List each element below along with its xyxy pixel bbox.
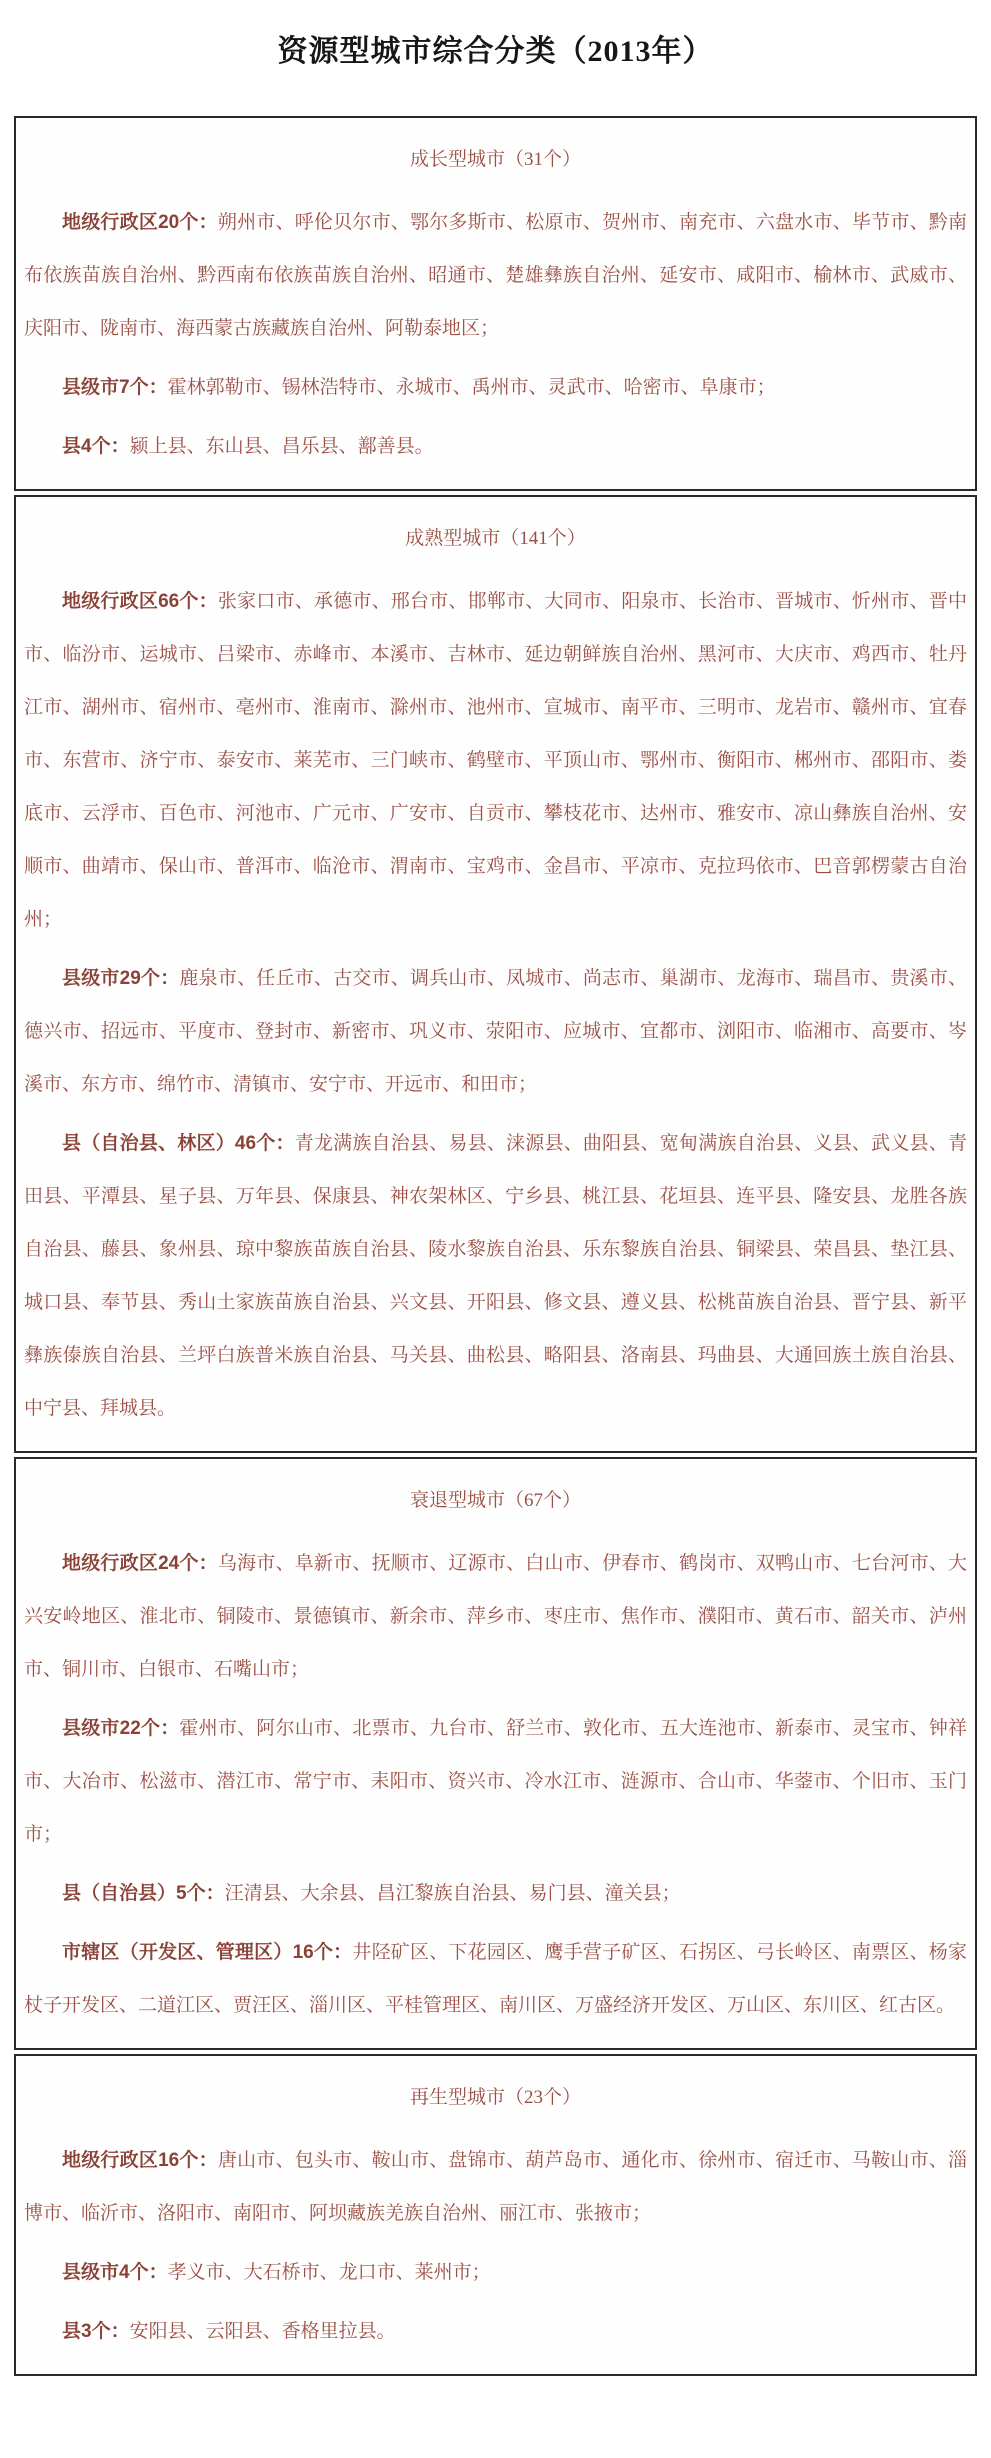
entry-label: 县4个：: [62, 436, 130, 457]
entry-municipal-district: [24, 1926, 967, 2032]
entry-county-level-city: [24, 2246, 967, 2299]
entry-county: [24, 2305, 967, 2358]
entry-text: 乌海市、阜新市、抚顺市、辽源市、白山市、伊春市、鹤岗市、双鸭山市、七台河市、大兴安岭地区、淮北市、铜陵市、景德镇市、新余市、萍乡市、枣庄市、焦作市、濮阳市、黄石市、韶关市、泸州市、铜川市、白银市、石嘴山市；: [24, 1553, 967, 1680]
entry-county-level-city: [24, 952, 967, 1111]
entry-text: 鹿泉市、任丘市、古交市、调兵山市、凤城市、尚志市、巢湖市、龙海市、瑞昌市、贵溪市、德兴市、招远市、平度市、登封市、新密市、巩义市、荥阳市、应城市、宜都市、浏阳市、临湘市、高要市、岑溪市、东方市、绵竹市、清镇市、安宁市、开远市、和田市；: [24, 968, 967, 1095]
entry-label: 县级市7个：: [62, 377, 168, 398]
entry-text: 张家口市、承德市、邢台市、邯郸市、大同市、阳泉市、长治市、晋城市、忻州市、晋中市、临汾市、运城市、吕梁市、赤峰市、本溪市、吉林市、延边朝鲜族自治州、黑河市、大庆市、鸡西市、牡丹江市、湖州市、宿州市、亳州市、淮南市、滁州市、池州市、宣城市、南平市、三明市、龙岩市、赣州市、宜春市、东营市、济宁市、泰安市、莱芜市、三门峡市、鹤壁市、平顶山市、鄂州市、衡阳市、郴州市、邵阳市、娄底市、云浮市、百色市、河池市、广元市、广安市、自贡市、攀枝花市、达州市、雅安市、凉山彝族自治州、安顺市、曲靖市、保山市、普洱市、临沧市、渭南市、宝鸡市、金昌市、平凉市、克拉玛依市、巴音郭楞蒙古自治州；: [24, 591, 967, 930]
entry-prefecture-level: [24, 196, 967, 355]
section-header: 成熟型城市（141个）: [405, 528, 586, 549]
entry-text: 青龙满族自治县、易县、涞源县、曲阳县、宽甸满族自治县、义县、武义县、青田县、平潭县、星子县、万年县、保康县、神农架林区、宁乡县、桃江县、花垣县、连平县、隆安县、龙胜各族自治县、藤县、象州县、琼中黎族苗族自治县、陵水黎族自治县、乐东黎族自治县、铜梁县、荣昌县、垫江县、城口县、奉节县、秀山土家族苗族自治县、兴文县、开阳县、修文县、遵义县、松桃苗族自治县、晋宁县、新平彝族傣族自治县、兰坪白族普米族自治县、马关县、曲松县、略阳县、洛南县、玛曲县、大通回族土族自治县、中宁县、拜城县。: [24, 1133, 967, 1419]
section-declining-cities: [14, 1457, 977, 2050]
entry-text: 朔州市、呼伦贝尔市、鄂尔多斯市、松原市、贺州市、南充市、六盘水市、毕节市、黔南布依族苗族自治州、黔西南布依族苗族自治州、昭通市、楚雄彝族自治州、延安市、咸阳市、榆林市、武威市、庆阳市、陇南市、海西蒙古族藏族自治州、阿勒泰地区；: [24, 212, 967, 339]
entry-label: 地级行政区16个：: [62, 2150, 218, 2171]
entry-county-level-city: [24, 361, 967, 414]
entry-label: 县（自治县）5个：: [62, 1883, 225, 1904]
entry-label: 市辖区（开发区、管理区）16个：: [62, 1942, 353, 1963]
entry-prefecture-level: [24, 575, 967, 946]
entry-prefecture-level: [24, 1537, 967, 1696]
page-title: 资源型城市综合分类（2013年）: [277, 35, 714, 68]
entry-label: 县级市29个：: [62, 968, 180, 989]
entry-label: 县（自治县、林区）46个：: [62, 1133, 295, 1154]
entry-county: [24, 1117, 967, 1435]
section-regenerative-cities: [14, 2054, 977, 2376]
entry-text: 霍林郭勒市、锡林浩特市、永城市、禹州市、灵武市、哈密市、阜康市；: [167, 377, 776, 398]
entry-text: 井陉矿区、下花园区、鹰手营子矿区、石拐区、弓长岭区、南票区、杨家杖子开发区、二道江区、贾汪区、淄川区、平桂管理区、南川区、万盛经济开发区、万山区、东川区、红古区。: [24, 1942, 967, 2016]
section-growing-cities: [14, 116, 977, 491]
entry-text: 唐山市、包头市、鞍山市、盘锦市、葫芦岛市、通化市、徐州市、宿迁市、马鞍山市、淄博市、临沂市、洛阳市、南阳市、阿坝藏族羌族自治州、丽江市、张掖市；: [24, 2150, 967, 2224]
entry-text: 颍上县、东山县、昌乐县、鄯善县。: [129, 436, 434, 457]
entry-text: 汪清县、大余县、昌江黎族自治县、易门县、潼关县；: [224, 1883, 681, 1904]
entry-label: 县3个：: [62, 2321, 130, 2342]
entry-label: 地级行政区66个：: [62, 591, 218, 612]
entry-label: 地级行政区24个：: [62, 1553, 218, 1574]
entry-text: 孝义市、大石桥市、龙口市、莱州市；: [167, 2262, 491, 2283]
entry-county-level-city: [24, 1702, 967, 1861]
entry-county: [24, 420, 967, 473]
entry-label: 地级行政区20个：: [62, 212, 218, 233]
entry-label: 县级市22个：: [62, 1718, 180, 1739]
entry-label: 县级市4个：: [62, 2262, 168, 2283]
entry-text: 霍州市、阿尔山市、北票市、九台市、舒兰市、敦化市、五大连池市、新泰市、灵宝市、钟祥市、大冶市、松滋市、潜江市、常宁市、耒阳市、资兴市、冷水江市、涟源市、合山市、华蓥市、个旧市、玉门市；: [24, 1718, 967, 1845]
entry-county: [24, 1867, 967, 1920]
section-header: 成长型城市（31个）: [409, 149, 581, 170]
entry-prefecture-level: [24, 2134, 967, 2240]
section-mature-cities: [14, 495, 977, 1453]
section-header: 衰退型城市（67个）: [409, 1490, 581, 1511]
section-header: 再生型城市（23个）: [409, 2087, 581, 2108]
entry-text: 安阳县、云阳县、香格里拉县。: [129, 2321, 396, 2342]
